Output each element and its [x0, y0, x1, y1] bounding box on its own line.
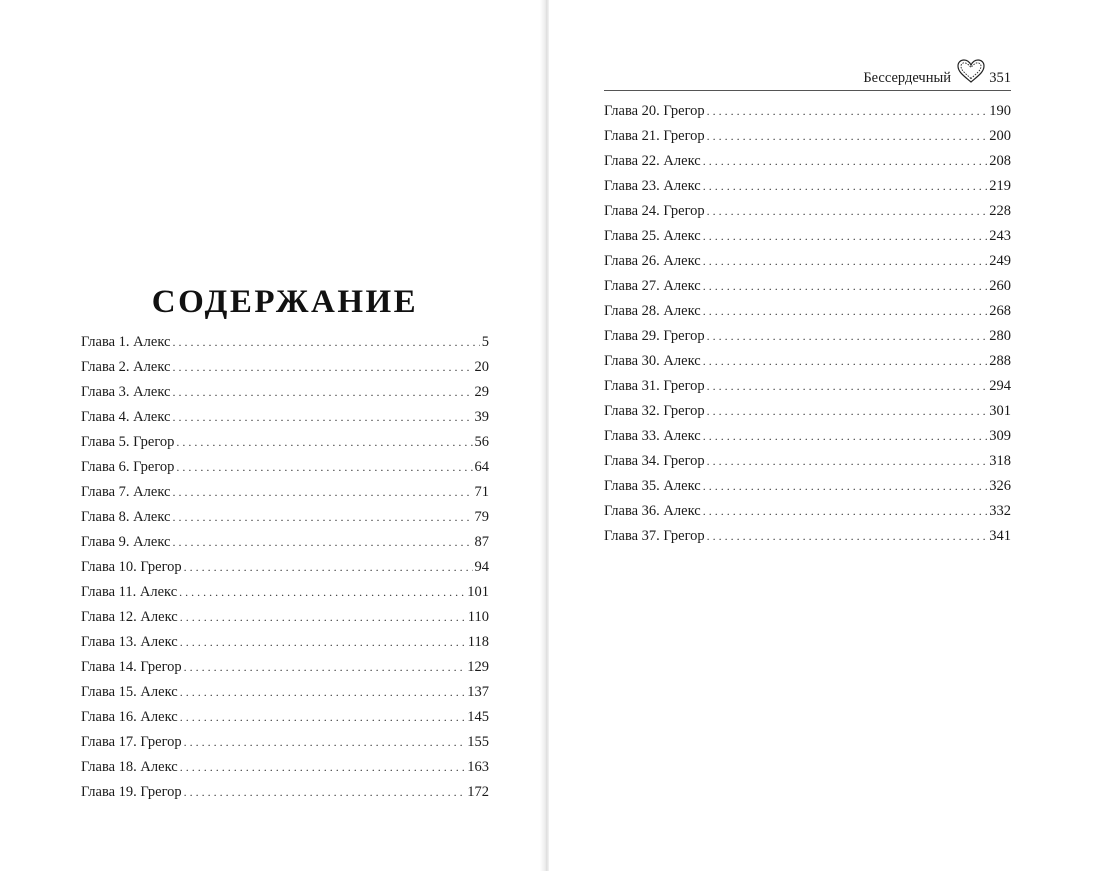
toc-entry: [604, 474, 1011, 499]
toc-dot-leader: [707, 449, 988, 474]
toc-page-number: 94: [474, 559, 489, 575]
toc-dot-leader: [703, 299, 988, 324]
toc-chapter: Глава 31. Грегор: [604, 378, 705, 394]
toc-dot-leader: [172, 480, 472, 505]
toc-page-number: 318: [989, 453, 1011, 469]
toc-entry: [604, 399, 1011, 424]
toc-chapter: Глава 22. Алекс: [604, 153, 701, 169]
toc-page-number: 219: [989, 178, 1011, 194]
toc-entry: [81, 330, 489, 355]
toc-dot-leader: [172, 505, 472, 530]
toc-entry: [604, 324, 1011, 349]
toc-chapter: Глава 20. Грегор: [604, 103, 705, 119]
toc-page-number: 64: [474, 459, 489, 475]
toc-entry: [81, 380, 489, 405]
toc-entry: [604, 524, 1011, 549]
toc-chapter: Глава 13. Алекс: [81, 634, 178, 650]
toc-page-number: 56: [474, 434, 489, 450]
running-head: [604, 56, 1011, 91]
toc-entry: [604, 124, 1011, 149]
toc-entry: [81, 430, 489, 455]
toc-dot-leader: [172, 380, 472, 405]
toc-dot-leader: [184, 780, 466, 805]
toc-page-number: 228: [989, 203, 1011, 219]
toc-chapter: Глава 6. Грегор: [81, 459, 175, 475]
toc-page-number: 243: [989, 228, 1011, 244]
toc-entry: [604, 99, 1011, 124]
toc-chapter: Глава 15. Алекс: [81, 684, 178, 700]
left-page: [0, 0, 545, 871]
toc-chapter: Глава 28. Алекс: [604, 303, 701, 319]
toc-entry: [81, 705, 489, 730]
toc-entry: [604, 299, 1011, 324]
toc-chapter: Глава 37. Грегор: [604, 528, 705, 544]
toc-page-number: 39: [474, 409, 489, 425]
toc-entry: [81, 530, 489, 555]
toc-chapter: Глава 8. Алекс: [81, 509, 171, 525]
toc-entry: [604, 349, 1011, 374]
toc-entry: [81, 630, 489, 655]
toc-chapter: Глава 19. Грегор: [81, 784, 182, 800]
toc-entry: [81, 455, 489, 480]
toc-chapter: Глава 23. Алекс: [604, 178, 701, 194]
toc-page-number: 326: [989, 478, 1011, 494]
toc-dot-leader: [707, 124, 988, 149]
toc-chapter: Глава 4. Алекс: [81, 409, 171, 425]
running-title: Бессердечный: [863, 70, 951, 86]
toc-dot-leader: [180, 605, 466, 630]
toc-entry: [81, 730, 489, 755]
toc-entry: [604, 449, 1011, 474]
toc-chapter: Глава 32. Грегор: [604, 403, 705, 419]
toc-page-number: 260: [989, 278, 1011, 294]
toc-dot-leader: [703, 149, 988, 174]
toc-chapter: Глава 10. Грегор: [81, 559, 182, 575]
toc-dot-leader: [172, 405, 472, 430]
toc-chapter: Глава 2. Алекс: [81, 359, 171, 375]
toc-entry: [81, 605, 489, 630]
toc-chapter: Глава 17. Грегор: [81, 734, 182, 750]
toc-chapter: Глава 9. Алекс: [81, 534, 171, 550]
toc-chapter: Глава 29. Грегор: [604, 328, 705, 344]
toc-page-number: 163: [467, 759, 489, 775]
toc-dot-leader: [176, 455, 472, 480]
toc-page-number: 208: [989, 153, 1011, 169]
toc-chapter: Глава 1. Алекс: [81, 334, 171, 350]
toc-page-number: 249: [989, 253, 1011, 269]
toc-chapter: Глава 11. Алекс: [81, 584, 178, 600]
toc-entry: [81, 580, 489, 605]
toc-dot-leader: [184, 555, 473, 580]
toc-dot-leader: [707, 324, 988, 349]
toc-page-number: 172: [467, 784, 489, 800]
toc-entry: [604, 274, 1011, 299]
toc-list-left: [81, 330, 489, 805]
toc-page-number: 309: [989, 428, 1011, 444]
toc-list-right: [604, 99, 1011, 549]
toc-chapter: Глава 25. Алекс: [604, 228, 701, 244]
toc-dot-leader: [184, 655, 466, 680]
toc-page-number: 29: [474, 384, 489, 400]
toc-title: СОДЕРЖАНИЕ: [151, 284, 419, 321]
toc-page-number: 118: [467, 634, 489, 650]
toc-entry: [81, 505, 489, 530]
toc-entry: [604, 199, 1011, 224]
toc-dot-leader: [180, 680, 466, 705]
toc-entry: [604, 249, 1011, 274]
toc-page-number: 20: [474, 359, 489, 375]
toc-entry: [604, 149, 1011, 174]
toc-dot-leader: [184, 730, 466, 755]
toc-dot-leader: [703, 174, 988, 199]
toc-chapter: Глава 36. Алекс: [604, 503, 701, 519]
toc-chapter: Глава 18. Алекс: [81, 759, 178, 775]
toc-chapter: Глава 33. Алекс: [604, 428, 701, 444]
toc-chapter: Глава 27. Алекс: [604, 278, 701, 294]
page-number: 351: [989, 70, 1011, 86]
toc-page-number: 200: [989, 128, 1011, 144]
toc-entry: [81, 680, 489, 705]
toc-page-number: 110: [467, 609, 489, 625]
toc-dot-leader: [707, 524, 988, 549]
toc-entry: [81, 555, 489, 580]
toc-page-number: 5: [481, 334, 489, 350]
toc-entry: [604, 374, 1011, 399]
toc-dot-leader: [703, 224, 988, 249]
toc-page-number: 294: [989, 378, 1011, 394]
toc-dot-leader: [707, 199, 988, 224]
toc-entry: [81, 480, 489, 505]
toc-dot-leader: [707, 99, 988, 124]
toc-entry: [604, 224, 1011, 249]
toc-dot-leader: [172, 530, 472, 555]
toc-chapter: Глава 14. Грегор: [81, 659, 182, 675]
toc-chapter: Глава 3. Алекс: [81, 384, 171, 400]
toc-entry: [81, 405, 489, 430]
toc-chapter: Глава 24. Грегор: [604, 203, 705, 219]
toc-dot-leader: [707, 374, 988, 399]
heart-outline-icon: [955, 57, 987, 85]
toc-chapter: Глава 5. Грегор: [81, 434, 175, 450]
toc-page-number: 87: [474, 534, 489, 550]
toc-page-number: 332: [989, 503, 1011, 519]
toc-chapter: Глава 26. Алекс: [604, 253, 701, 269]
toc-dot-leader: [176, 430, 472, 455]
toc-dot-leader: [707, 399, 988, 424]
toc-entry: [81, 780, 489, 805]
toc-dot-leader: [703, 349, 988, 374]
toc-dot-leader: [703, 424, 988, 449]
toc-page-number: 145: [467, 709, 489, 725]
toc-page-number: 301: [989, 403, 1011, 419]
toc-dot-leader: [172, 330, 479, 355]
toc-entry: [604, 174, 1011, 199]
toc-page-number: 268: [989, 303, 1011, 319]
toc-entry: [81, 755, 489, 780]
toc-page-number: 101: [467, 584, 489, 600]
toc-chapter: Глава 21. Грегор: [604, 128, 705, 144]
toc-dot-leader: [703, 474, 988, 499]
toc-chapter: Глава 30. Алекс: [604, 353, 701, 369]
toc-dot-leader: [180, 705, 466, 730]
toc-dot-leader: [703, 499, 988, 524]
toc-entry: [81, 355, 489, 380]
toc-chapter: Глава 35. Алекс: [604, 478, 701, 494]
toc-chapter: Глава 12. Алекс: [81, 609, 178, 625]
toc-page-number: 288: [989, 353, 1011, 369]
toc-entry: [604, 499, 1011, 524]
toc-page-number: 137: [467, 684, 489, 700]
toc-page-number: 155: [467, 734, 489, 750]
toc-entry: [604, 424, 1011, 449]
toc-dot-leader: [180, 630, 466, 655]
toc-page-number: 280: [989, 328, 1011, 344]
toc-dot-leader: [179, 580, 465, 605]
toc-page-number: 71: [474, 484, 489, 500]
toc-chapter: Глава 16. Алекс: [81, 709, 178, 725]
toc-page-number: 190: [989, 103, 1011, 119]
toc-page-number: 129: [467, 659, 489, 675]
toc-page-number: 341: [989, 528, 1011, 544]
toc-dot-leader: [703, 274, 988, 299]
toc-page-number: 79: [474, 509, 489, 525]
toc-chapter: Глава 7. Алекс: [81, 484, 171, 500]
toc-dot-leader: [180, 755, 466, 780]
toc-dot-leader: [703, 249, 988, 274]
toc-entry: [81, 655, 489, 680]
toc-dot-leader: [172, 355, 472, 380]
toc-chapter: Глава 34. Грегор: [604, 453, 705, 469]
